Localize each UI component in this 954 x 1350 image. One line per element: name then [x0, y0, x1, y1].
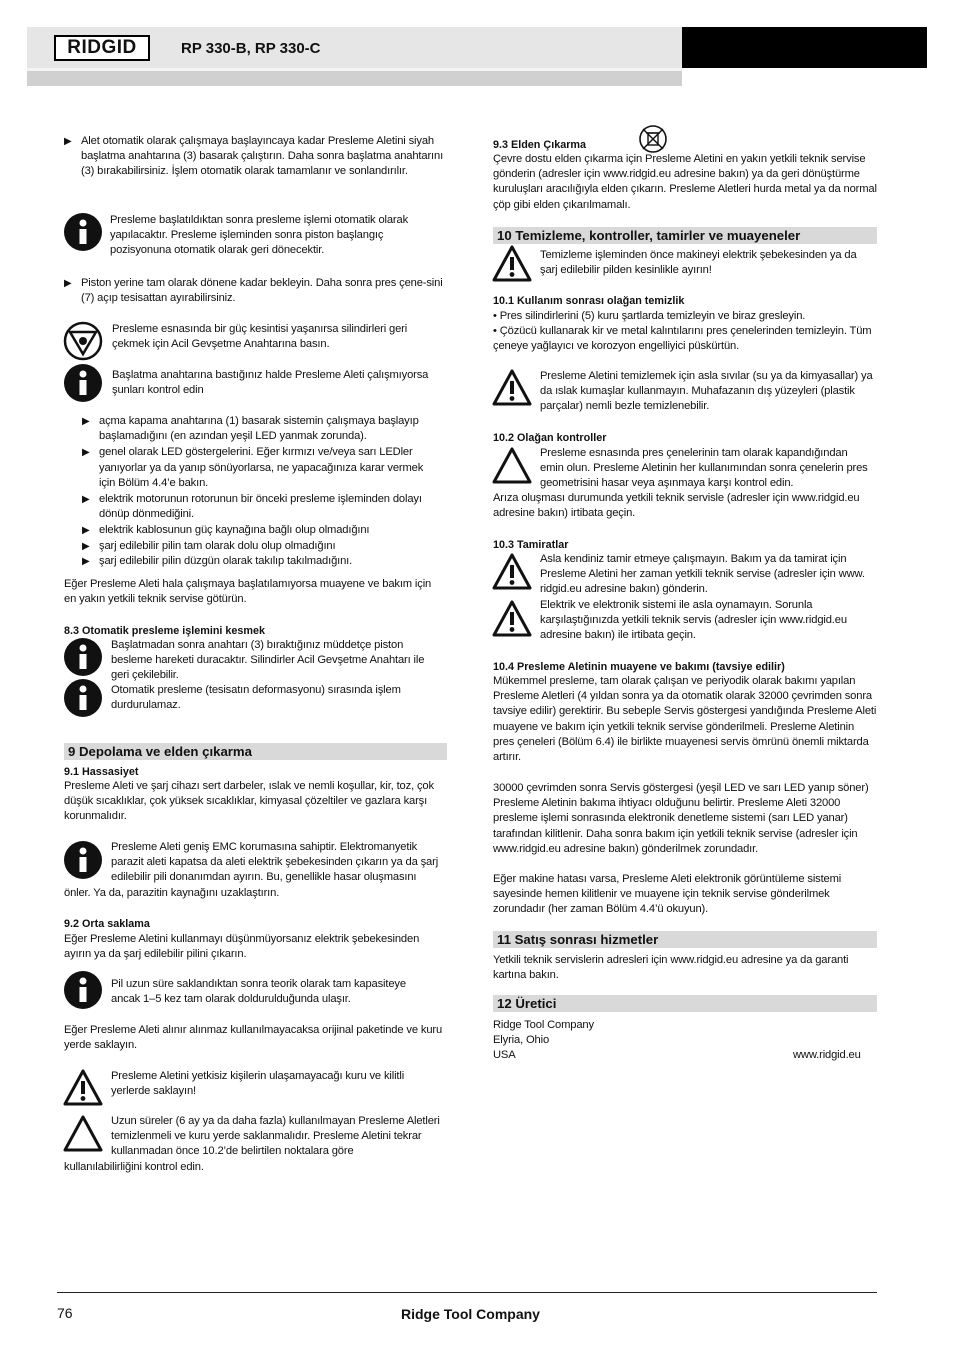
info-icon: [63, 970, 103, 1010]
info1-text: Presleme başlatıldıktan sonra presleme işlemi otomatik olarak yapılacaktır. Presleme işleminden sonra piston başlangıç pozisyonuna otomatik olarak geri dönecektir.: [110, 214, 409, 257]
s12-heading: 12 Üretici: [493, 995, 877, 1012]
arrow-bullet-icon: ▶: [82, 540, 90, 552]
s9-heading: 9 Depolama ve elden çıkarma: [64, 743, 447, 760]
check-list: [82, 414, 442, 569]
manufacturer-country: USA: [493, 1049, 516, 1061]
s93-text: Çevre dostu elden çıkarma için Presleme Aletini en yakın yetkili teknik servise gönderin (adresler için www.ridgid.eu adresine bakın) ya da geri dönüştürme kuruluşları aracılığıyla elden çıkarın. Presleme Aletleri hurda metal ya da normal çöp gibi elden çıkarılmamalı.: [493, 153, 877, 211]
list-item: ▶ elektrik kablosunun güç kaynağına bağlı olup olmadığını: [82, 523, 442, 538]
s101-warn: Presleme Aletini temizlemek için asla sıvılar (su ya da kimyasallar) ya da ıslak kumaşlar kullanmayın. Muhafazanın dış yüzeyleri (plastik parçalar) nemli bezle temizlenebilir.: [540, 370, 873, 413]
list-item: ▶ genel olarak LED göstergelerini. Eğer kırmızı ve/veya sarı LEDler yanıyorlar ya da yanıp sönüyorlarsa, ne yapacağınıza karar vermek için Bölüm 4.4’e bakın.: [82, 446, 424, 489]
arrow-bullet-icon: ▶: [82, 494, 90, 506]
s10-heading: 10 Temizleme, kontroller, tamirler ve muayeneler: [493, 227, 877, 244]
warning-icon: [492, 245, 532, 283]
caution-icon: [492, 447, 532, 485]
arrow-bullet-icon: ▶: [64, 136, 72, 147]
s92-caution-b: kullanılabilirliğini kontrol edin.: [64, 1161, 204, 1173]
warning-icon: [492, 369, 532, 407]
s104-p1: Mükemmel presleme, tam olarak çalışan ve periyodik olarak bakımı yapılan Presleme Aletleri (4 yıldan sonra ya da otomatik olarak 32000 çevrimden sonra tavsiye edilir) gerektirir. Bu sebeple Servis göstergesi yandığında Presleme Aleti muayene ve bakım için yetkili teknik servise gönderilmeli. Presleme Aletinin pres çeneleri (Bölüm 6.4) ile birlikte muayenesi servis ömrünü önemli miktarda artırır.: [493, 675, 877, 764]
step1: ▶ Alet otomatik olarak çalışmaya başlayıncaya kadar Presleme Aletini siyah başlatma anahtarına (3) basarak çalıştırın. Daha sonra başlatma anahtarını (3) bırakabilirsiniz. İşlem otomatik olarak tamamlanır ve sonlandırılır.: [64, 135, 444, 178]
info-icon: [63, 212, 103, 252]
warning-icon: [63, 1069, 103, 1107]
s102-caution: Presleme esnasında pres çenelerinin tam olarak kapandığından emin olun. Presleme Aletinin her kullanımından sonra çenelerin pres geometrisini hasar veya aşınmaya karşı kontrol edin.: [540, 447, 868, 490]
s101-title: 10.1 Kullanım sonrası olağan temizlik: [493, 295, 685, 307]
s104-p3: Eğer makine hatası varsa, Presleme Aleti elektronik görüntüleme sistemi sayesinde hemen kilitlenir ve muayene için teknik servise gönderilmek zorundadır (her zaman Bölüm 4.4’ü okuyun).: [493, 873, 842, 916]
page-number: 76: [57, 1305, 73, 1321]
footer-company: Ridge Tool Company: [401, 1306, 540, 1322]
footer-rule: [57, 1292, 877, 1293]
s91-text: Presleme Aleti ve şarj cihazı sert darbeler, ıslak ve nemli koşullar, kir, toz, çok düşük sıcaklıklar, çok yüksek sıcaklıklar, kimyasal çözeltiler ve gazlara karşı korunmalıdır.: [64, 780, 434, 823]
s92-title: 9.2 Orta saklama: [64, 918, 150, 930]
s92-text2: Eğer Presleme Aleti alınır alınmaz kullanılmayacaksa orijinal paketinde ve kuru yerde saklayın.: [64, 1024, 443, 1052]
s102-title: 10.2 Olağan kontroller: [493, 432, 607, 444]
warning-icon: [492, 600, 532, 638]
info-icon: [63, 678, 103, 718]
info-icon: [63, 637, 103, 677]
manufacturer-city: Elyria, Ohio: [493, 1034, 550, 1046]
checks-after: Eğer Presleme Aleti hala çalışmaya başlatılamıyorsa muayene ve bakım için en yakın yetkili teknik servise götürün.: [64, 578, 432, 606]
caution-icon: [63, 1115, 103, 1153]
s92-info: Pil uzun süre saklandıktan sonra teorik olarak tam kapasiteye ancak 1–5 kez tam olarak doldurulduğunda ulaşır.: [111, 978, 406, 1006]
s102-text: Arıza oluşması durumunda yetkili teknik servisle (adresler için www.ridgid.eu adresine bakın) irtibata geçin.: [493, 492, 860, 520]
s104-title: 10.4 Presleme Aletinin muayene ve bakımı (tavsiye edilir): [493, 661, 785, 673]
header-underbar-light: [27, 68, 682, 71]
arrow-bullet-icon: ▶: [82, 555, 90, 567]
manufacturer-company: Ridge Tool Company: [493, 1019, 594, 1031]
header-black-block: [682, 27, 927, 68]
s91-info-b: önler. Ya da, parazitin kaynağını uzaklaştırın.: [64, 887, 280, 899]
emergency-release-icon: [63, 321, 103, 361]
list-item: ▶ şarj edilebilir pilin tam olarak dolu olup olmadığını: [82, 539, 442, 554]
s92-caution-a: Uzun süreler (6 ay ya da daha fazla) kullanılmayan Presleme Aletleri temizlenmeli ve kuru yerde saklanmalıdır. Presleme Aletini tekrar kullanmadan önce 10.2’de belirtilen noktalara göre: [111, 1115, 440, 1158]
s92-warn: Presleme Aletini yetkisiz kişilerin ulaşamayacağı kuru ve kilitli yerlerde saklayın!: [111, 1070, 405, 1098]
logo: RIDGID: [54, 35, 150, 61]
s11-text: Yetkili teknik servislerin adresleri için www.ridgid.eu adresine ya da garanti kartına bakın.: [493, 954, 849, 982]
crossed-bin-icon: [637, 124, 669, 154]
arrow-bullet-icon: ▶: [82, 447, 90, 459]
warning-icon: [492, 553, 532, 591]
s11-heading: 11 Satış sonrası hizmetler: [493, 931, 877, 948]
model-title: RP 330-B, RP 330-C: [181, 40, 321, 57]
list-item: ▶ elektrik motorunun rotorunun bir önceki presleme işleminden dolayı dönüp dönmediğini.: [82, 493, 422, 521]
s101-b2: • Çözücü kullanarak kir ve metal kalıntılarını pres çenelerinden temizleyin. Tüm çeneye yağlayıcı ve korozyon engelliyici püskürtün.: [493, 325, 872, 353]
arrow-bullet-icon: ▶: [64, 278, 72, 289]
s93-title: 9.3 Elden Çıkarma: [493, 139, 587, 151]
emergency-text: Presleme esnasında bir güç kesintisi yaşanırsa silindirleri geri çekmek için Acil Gevşetme Anahtarına basın.: [112, 323, 408, 351]
s83-title: 8.3 Otomatik presleme işlemini kesmek: [64, 625, 266, 637]
s103-title: 10.3 Tamiratlar: [493, 539, 569, 551]
arrow-bullet-icon: ▶: [82, 416, 90, 427]
s83-info2: Otomatik presleme (tesisatın deformasyonu) sırasında işlem durdurulamaz.: [111, 684, 401, 712]
info-icon: [63, 363, 103, 403]
s91-title: 9.1 Hassasiyet: [64, 766, 139, 778]
s104-p2: 30000 çevrimden sonra Servis göstergesi (yeşil LED ve sarı LED yanıp söner) Presleme Aletinin bakıma ihtiyacı olduğunu belirtir. Presleme Aleti 32000 presleme işlemi sonrasında elektronik denetleme sistemi (sarı LED yanar) tarafından kilitlenir. Daha sonra bakım için yetkili teknik servise (adresler için www.ridgid.eu adresine bakın) gönderilmek zorundadır.: [493, 782, 869, 855]
step2: ▶ Piston yerine tam olarak dönene kadar bekleyin. Daha sonra pres çene-sini (7) açıp tesisattan ayırabilirsiniz.: [64, 277, 443, 305]
s103-warn2: Elektrik ve elektronik sistemi ile asla oynamayın. Sorunla karşılaştığınızda yetkili teknik servis (adresler için www.ridgid.eu adresine bakın) ile irtibata geçin.: [540, 599, 847, 642]
s10-warn: Temizleme işleminden önce makineyi elektrik şebekesinden ya da şarj edilebilir pilden kesinlikle ayırın!: [540, 249, 857, 277]
list-item: ▶ şarj edilebilir pilin düzgün olarak takılıp takılmadığını.: [82, 554, 442, 569]
s92-text: Eğer Presleme Aletini kullanmayı düşünmüyorsanız elektrik şebekesinden ayırın ya da şarj edilebilir pilini çıkarın.: [64, 933, 420, 961]
info-icon: [63, 840, 103, 880]
s101-b1: • Pres silindirlerini (5) kuru şartlarda temizleyin ve biraz gresleyin.: [493, 310, 806, 322]
arrow-bullet-icon: ▶: [82, 525, 90, 537]
s91-info-a: Presleme Aleti geniş EMC korumasına sahiptir. Elektromanyetik parazit aleti kapatsa da aleti elektrik şebekesinden çıkarın ya da şarj edilebilir pili donanımdan ayırın. Bu, genellikle hasar oluşmasını: [111, 841, 439, 884]
s83-info1: Başlatmadan sonra anahtarı (3) bıraktığınız müddetçe piston besleme hareketi duracaktır. Silindirler Acil Gevşetme Anahtarı ile geri çekilebilir.: [111, 639, 425, 682]
manufacturer-website: www.ridgid.eu: [793, 1049, 861, 1061]
list-item: ▶ açma kapama anahtarına (1) basarak sistemin çalışmaya başlayıp başlamadığını (en azından yeşil LED yanmak zorunda).: [82, 415, 419, 443]
info2-text: Başlatma anahtarına bastığınız halde Presleme Aleti çalışmıyorsa şunları kontrol edin: [112, 369, 429, 397]
s103-warn1: Asla kendiniz tamir etmeye çalışmayın. Bakım ya da tamirat için Presleme Aletini her zaman yetkili teknik servise (adresler için www. ridgid.eu adresine bakın) gönderin.: [540, 553, 865, 596]
